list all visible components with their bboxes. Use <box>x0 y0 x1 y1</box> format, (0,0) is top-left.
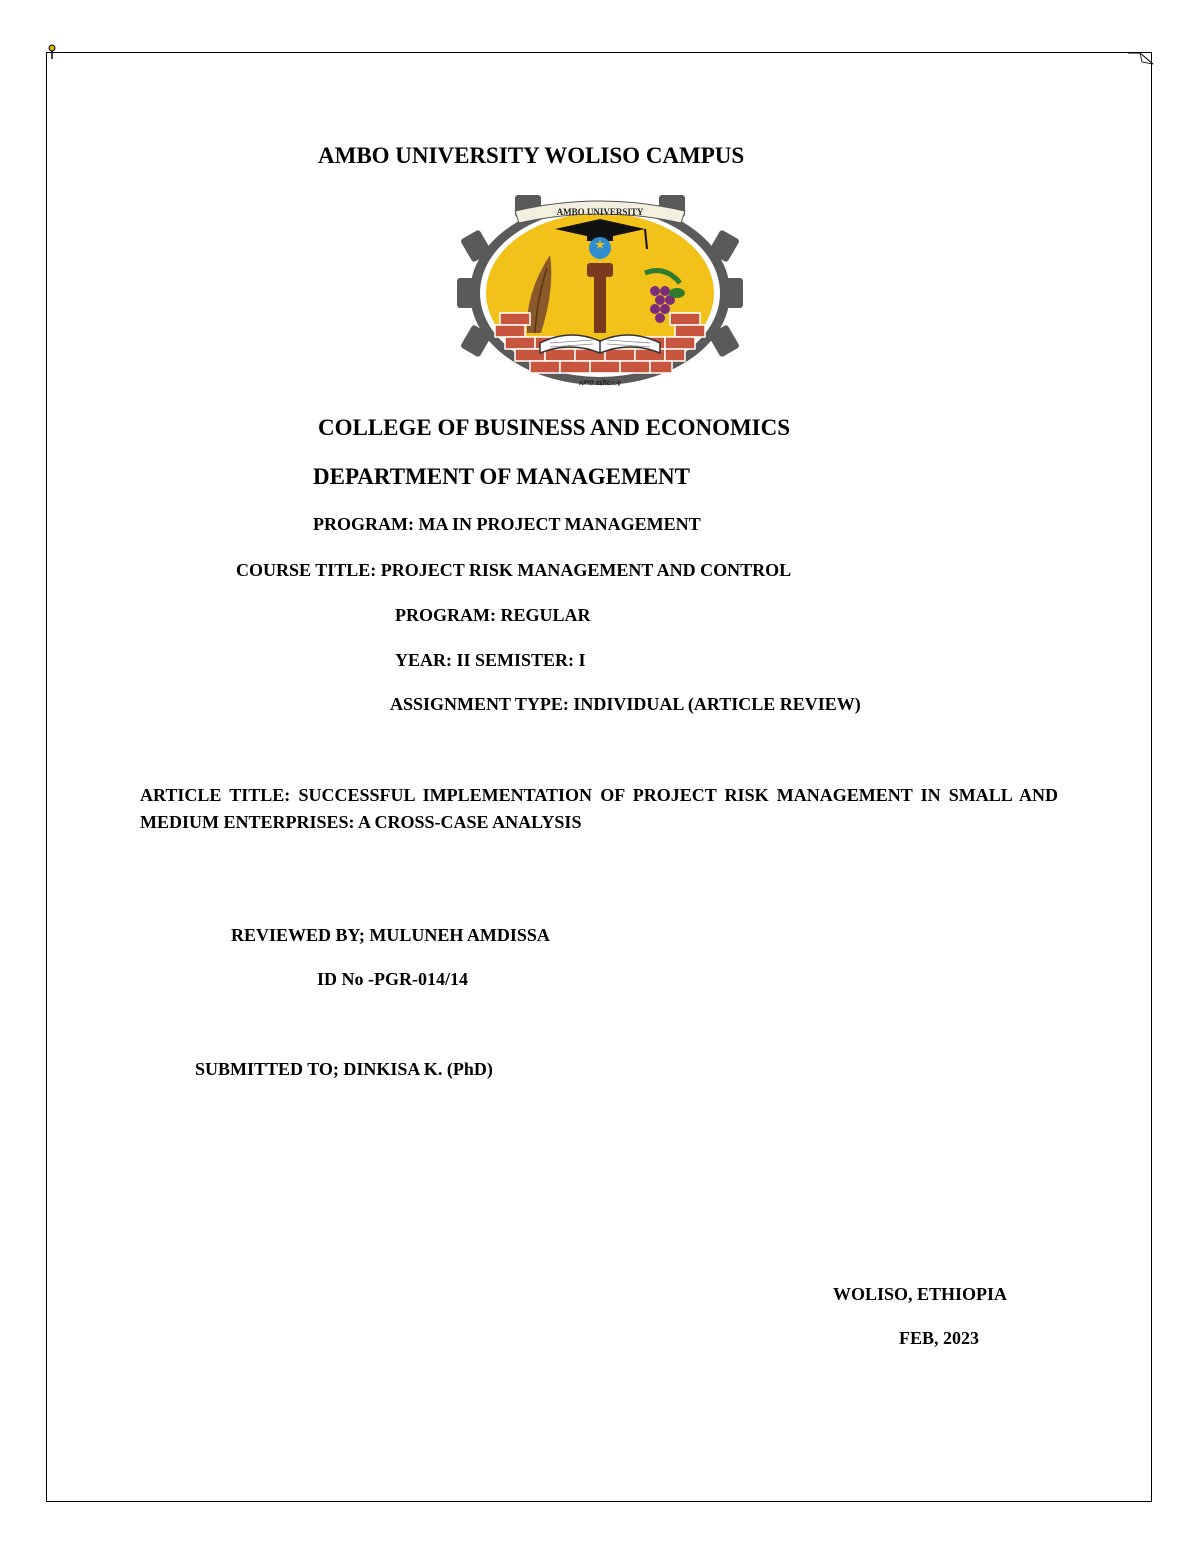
location: WOLISO, ETHIOPIA <box>833 1284 1008 1304</box>
anchor-pin-icon <box>46 44 58 60</box>
date: FEB, 2023 <box>899 1328 980 1348</box>
university-logo <box>455 193 745 398</box>
university-name: AMBO UNIVERSITY WOLISO CAMPUS <box>318 143 745 168</box>
submitted-to: SUBMITTED TO; DINKISA K. (PhD) <box>195 1059 493 1079</box>
year-semester: YEAR: II SEMISTER: I <box>395 650 586 670</box>
program-type: PROGRAM: REGULAR <box>395 605 591 625</box>
college-name: COLLEGE OF BUSINESS AND ECONOMICS <box>318 415 791 440</box>
program-ma: PROGRAM: MA IN PROJECT MANAGEMENT <box>313 514 701 534</box>
course-title: COURSE TITLE: PROJECT RISK MANAGEMENT AND CONTROL <box>236 560 792 580</box>
id-number: ID No -PGR-014/14 <box>317 969 468 989</box>
logo-bottom-text: አምቦ ዩኒቨርሲቲ <box>578 379 622 387</box>
department-name: DEPARTMENT OF MANAGEMENT <box>313 464 690 489</box>
page-corner-fold-icon <box>1128 52 1154 66</box>
logo-banner-text: AMBO UNIVERSITY <box>556 207 644 217</box>
article-title: ARTICLE TITLE: SUCCESSFUL IMPLEMENTATION OF PROJECT RISK MANAGEMENT IN SMALL AND MEDIUM ENTERPRISES: A CROSS-CASE ANALYSIS <box>140 785 1058 832</box>
reviewed-by: REVIEWED BY; MULUNEH AMDISSA <box>231 925 550 945</box>
assignment-type: ASSIGNMENT TYPE: INDIVIDUAL (ARTICLE REVIEW) <box>390 694 861 714</box>
